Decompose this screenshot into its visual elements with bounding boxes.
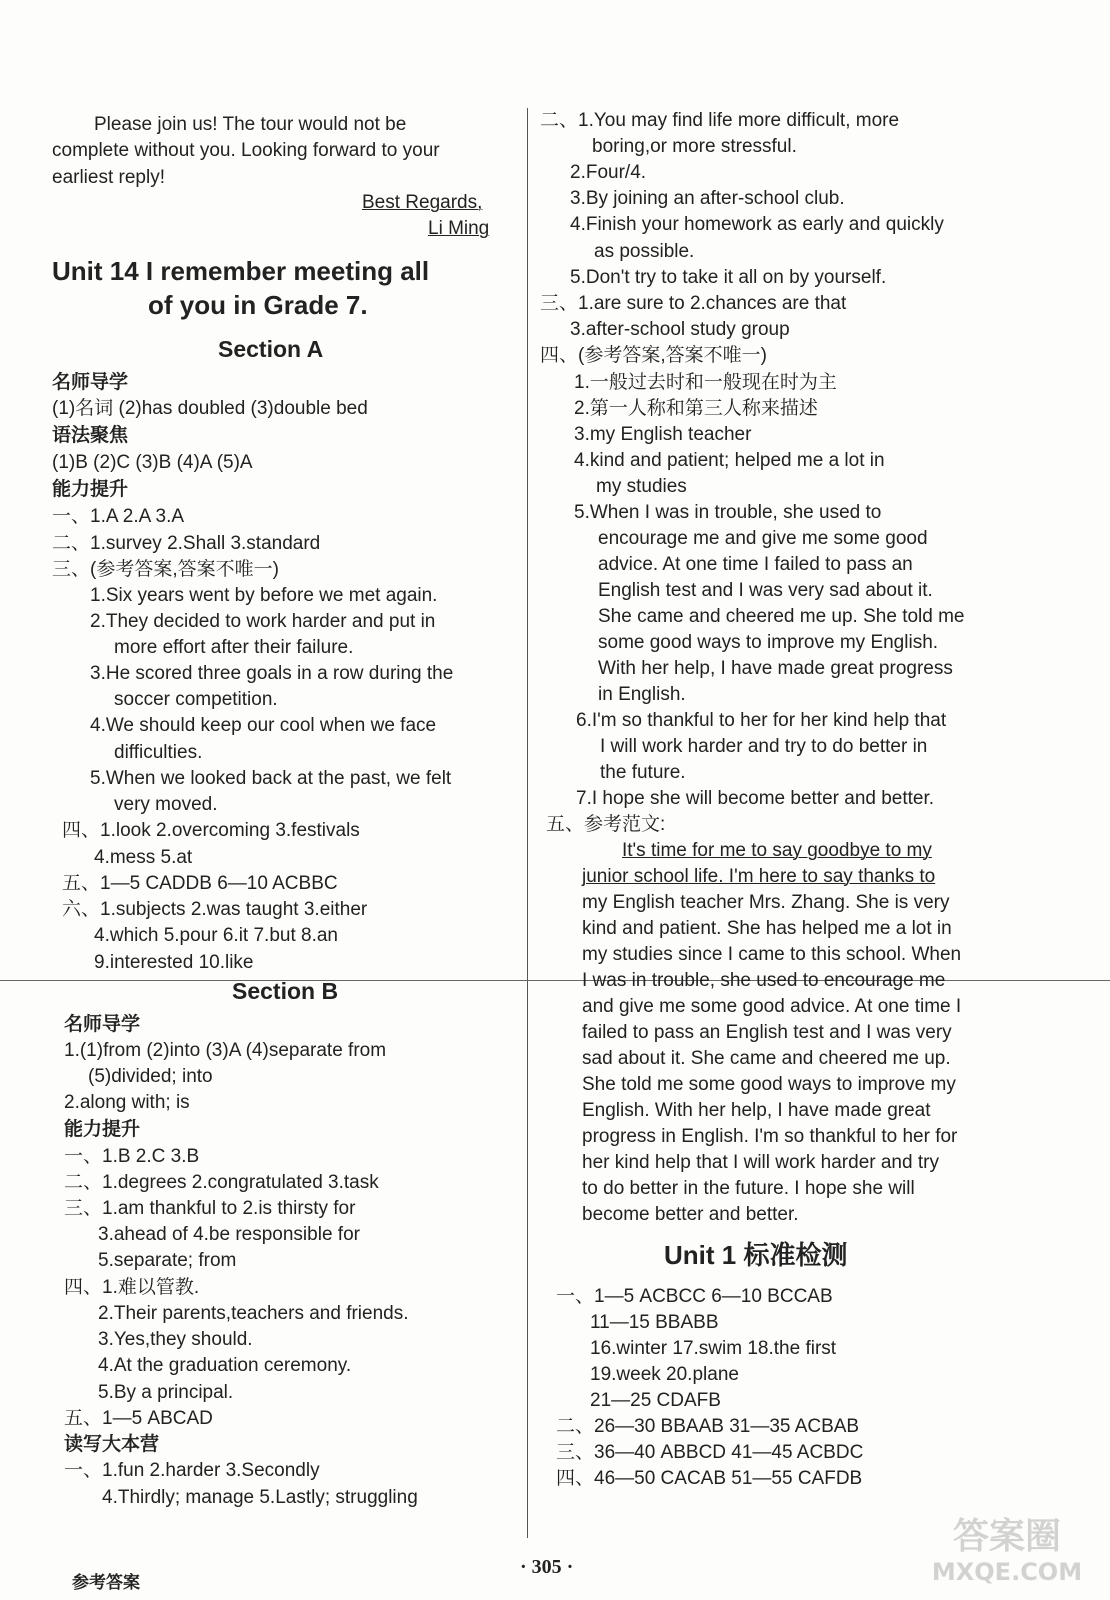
answer-line: 三、1.am thankful to 2.is thirsty for [64, 1198, 356, 1219]
answer-line: 2.Four/4. [570, 162, 647, 183]
unit-title: Unit 1 标准检测 [664, 1240, 848, 1270]
heading: 读写大本营 [64, 1434, 160, 1455]
answer-line: 5.separate; from [98, 1250, 237, 1271]
essay-line: junior school life. I'm here to say thanks to [582, 866, 936, 887]
essay-line: and give me some good advice. At one time I [582, 996, 962, 1017]
answer-line: difficulties. [114, 742, 203, 763]
answer-line: 1.Six years went by before we met again. [90, 585, 438, 606]
answer-line: in English. [598, 684, 686, 705]
column-divider [527, 108, 528, 1538]
essay-line: become better and better. [582, 1204, 799, 1225]
answer-line: encourage me and give me some good [598, 528, 928, 549]
heading: 名师导学 [64, 1014, 141, 1035]
answer-line: English test and I was very sad about it. [598, 580, 933, 601]
essay-line: I was in trouble, she used to encourage me [582, 970, 946, 991]
answer-line: 4.Thirdly; manage 5.Lastly; struggling [102, 1487, 418, 1508]
answer-line: 5.When I was in trouble, she used to [574, 502, 882, 523]
letter-line: earliest reply! [52, 167, 165, 188]
answer-line: 五、1—5 CADDB 6—10 ACBBC [62, 873, 338, 894]
answer-line: soccer competition. [114, 689, 278, 710]
answer-line: 3.By joining an after-school club. [570, 188, 845, 209]
answer-line: 3.Yes,they should. [98, 1329, 253, 1350]
answer-line: I will work harder and try to do better in [600, 736, 928, 757]
answer-line: 五、1—5 ABCAD [64, 1408, 213, 1429]
answer-line: 3.He scored three goals in a row during the [90, 663, 454, 684]
answer-line: (1)B (2)C (3)B (4)A (5)A [52, 452, 253, 473]
answer-line: 一、1.A 2.A 3.A [52, 506, 185, 527]
answer-line: 三、1.are sure to 2.chances are that [540, 293, 847, 314]
answer-line: boring,or more stressful. [592, 136, 797, 157]
section-title: Section B [232, 978, 339, 1004]
essay-line: It's time for me to say goodbye to my [622, 840, 932, 861]
answer-line: 11—15 BBABB [590, 1312, 719, 1333]
answer-line: 四、(参考答案,答案不唯一) [540, 345, 767, 366]
answer-line: more effort after their failure. [114, 637, 354, 658]
answer-line: 4.At the graduation ceremony. [98, 1355, 352, 1376]
heading: 名师导学 [52, 372, 129, 393]
answer-line: 2.Their parents,teachers and friends. [98, 1303, 409, 1324]
answer-line: (5)divided; into [88, 1066, 213, 1087]
answer-line: 三、36—40 ABBCD 41—45 ACBDC [556, 1442, 864, 1463]
answer-line: 7.I hope she will become better and better. [576, 788, 935, 809]
answer-line: my studies [596, 476, 687, 497]
answer-line: She came and cheered me up. She told me [598, 606, 965, 627]
essay-line: to do better in the future. I hope she will [582, 1178, 915, 1199]
letter-line: Please join us! The tour would not be [94, 114, 407, 135]
answer-line: 一、1.fun 2.harder 3.Secondly [64, 1460, 320, 1481]
answer-line: 9.interested 10.like [94, 952, 254, 973]
essay-line: progress in English. I'm so thankful to her for [582, 1126, 958, 1147]
answer-line: 四、46—50 CACAB 51—55 CAFDB [556, 1468, 863, 1489]
unit-title: Unit 14 I remember meeting all [52, 256, 430, 286]
answer-line: very moved. [114, 794, 218, 815]
heading: 能力提升 [64, 1119, 141, 1140]
section-title: Section A [218, 336, 324, 362]
answer-line: 3.my English teacher [574, 424, 752, 445]
answer-line: advice. At one time I failed to pass an [598, 554, 913, 575]
heading: 语法聚焦 [52, 425, 129, 446]
answer-line: some good ways to improve my English. [598, 632, 939, 653]
answer-line: With her help, I have made great progress [598, 658, 953, 679]
answer-line: 2.第一人称和第三人称来描述 [574, 398, 818, 419]
page-number: · 305 · [520, 1556, 574, 1578]
answer-line: 三、(参考答案,答案不唯一) [52, 559, 279, 580]
essay-line: my studies since I came to this school. When [582, 944, 962, 965]
answer-line: 1.一般过去时和一般现在时为主 [574, 372, 837, 393]
answer-line: 四、1.难以管教. [64, 1277, 200, 1298]
answer-line: 六、1.subjects 2.was taught 3.either [62, 899, 368, 920]
letter-line: complete without you. Looking forward to your [52, 140, 440, 161]
answer-line: 21—25 CDAFB [590, 1390, 721, 1411]
answer-line: 3.ahead of 4.be responsible for [98, 1224, 360, 1245]
unit-title: of you in Grade 7. [148, 290, 368, 320]
answer-line: 1.(1)from (2)into (3)A (4)separate from [64, 1040, 387, 1061]
answer-line: the future. [600, 762, 686, 783]
answer-line: 19.week 20.plane [590, 1364, 739, 1385]
essay-line: my English teacher Mrs. Zhang. She is very [582, 892, 950, 913]
essay-line: She told me some good ways to improve my [582, 1074, 956, 1095]
watermark-logo [922, 1510, 1092, 1588]
answer-line: 5.When we looked back at the past, we felt [90, 768, 452, 789]
essay-line: kind and patient. She has helped me a lot in [582, 918, 952, 939]
answer-line: 二、26—30 BBAAB 31—35 ACBAB [556, 1416, 860, 1437]
answer-line: 四、1.look 2.overcoming 3.festivals [62, 820, 360, 841]
answer-line: 五、参考范文: [546, 814, 666, 835]
heading: 能力提升 [52, 479, 129, 500]
answer-line: 2.along with; is [64, 1092, 190, 1113]
essay-line: sad about it. She came and cheered me up. [582, 1048, 951, 1069]
answer-line: 16.winter 17.swim 18.the first [590, 1338, 837, 1359]
answer-line: (1)名词 (2)has doubled (3)double bed [52, 398, 368, 419]
essay-line: her kind help that I will work harder and try [582, 1152, 939, 1173]
answer-line: 5.By a principal. [98, 1382, 234, 1403]
answer-line: 一、1.B 2.C 3.B [64, 1146, 200, 1167]
answer-line: 二、1.degrees 2.congratulated 3.task [64, 1172, 379, 1193]
answer-line: 二、1.You may find life more difficult, more [540, 110, 900, 131]
signoff-line: Best Regards, [362, 192, 483, 213]
essay-line: English. With her help, I have made great [582, 1100, 931, 1121]
answer-line: as possible. [594, 241, 695, 262]
answer-line: 6.I'm so thankful to her for her kind help that [576, 710, 947, 731]
signature-line: Li Ming [428, 218, 490, 239]
answer-line: 2.They decided to work harder and put in [90, 611, 436, 632]
answer-line: 4.Finish your homework as early and quickly [570, 214, 944, 235]
watermark-text: 答案圈 [952, 1516, 1062, 1557]
footer-label: 参考答案 [72, 1573, 140, 1592]
answer-line: 一、1—5 ACBCC 6—10 BCCAB [556, 1286, 833, 1307]
answer-line: 5.Don't try to take it all on by yourself. [570, 267, 887, 288]
essay-line: failed to pass an English test and I was very [582, 1022, 952, 1043]
answer-line: 4.kind and patient; helped me a lot in [574, 450, 885, 471]
answer-line: 4.We should keep our cool when we face [90, 715, 437, 736]
answer-line: 4.mess 5.at [94, 847, 193, 868]
answer-line: 4.which 5.pour 6.it 7.but 8.an [94, 925, 338, 946]
answer-line: 3.after-school study group [570, 319, 790, 340]
answer-line: 二、1.survey 2.Shall 3.standard [52, 533, 321, 554]
watermark-url: MXQE.COM [931, 1558, 1083, 1586]
